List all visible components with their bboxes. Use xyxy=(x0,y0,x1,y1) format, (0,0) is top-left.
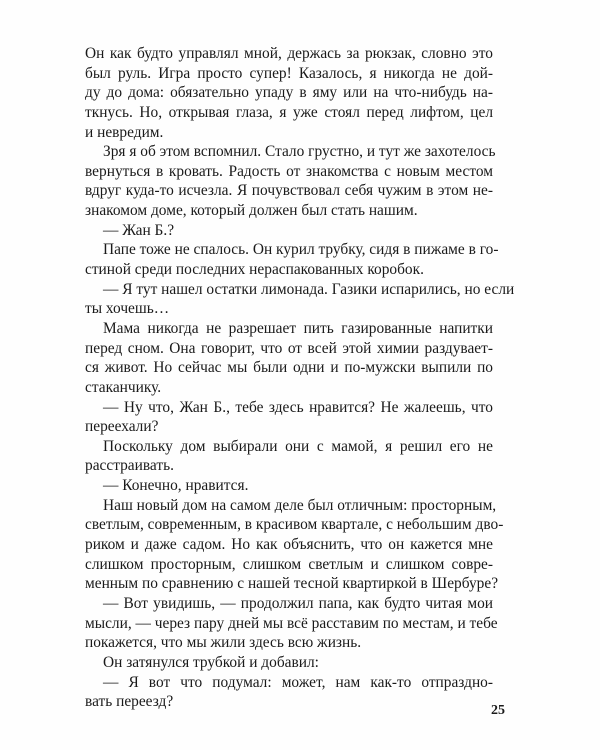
text-line: переехали? xyxy=(85,418,159,436)
text-line: был руль. Игра просто супер! Казалось, я никогда не дой- xyxy=(85,64,493,82)
text-line: — Вот увидишь, — продолжил папа, как будто читая мои xyxy=(103,594,493,612)
text-line: стаканчику. xyxy=(85,378,162,396)
text-line: знакомом доме, который должен был стать нашим. xyxy=(85,202,418,220)
text-line: — Конечно, нравится. xyxy=(103,477,249,495)
text-line: ся живот. Но сейчас мы были одни и по-мужски выпили по xyxy=(85,359,493,377)
text-line: менным по сравнению с нашей тесной квартиркой в Шербуре? xyxy=(85,575,499,593)
text-line: Папе тоже не спалось. Он курил трубку, сидя в пижаме в го- xyxy=(103,241,499,259)
text-line: вать переезд? xyxy=(85,693,174,711)
text-line: Мама никогда не разрешает пить газированные напитки xyxy=(103,319,493,337)
text-line: — Я тут нашел остатки лимонада. Газики испарились, но если xyxy=(103,280,515,298)
text-line: Зря я об этом вспомнил. Стало грустно, и тут же захотелось xyxy=(103,143,496,161)
text-line: вернуться в кровать. Радость от знакомства с новым местом xyxy=(85,162,493,180)
text-line: ткнусь. Но, открывая глаза, я уже стоял перед лифтом, цел xyxy=(85,103,493,121)
text-line: покажется, что мы жили здесь всю жизнь. xyxy=(85,634,362,652)
text-line: Наш новый дом на самом деле был отличным: просторным, xyxy=(103,496,497,514)
text-line: ты хочешь… xyxy=(85,300,170,318)
text-line: вдруг куда-то исчезла. Я почувствовал себя чужим в этом не- xyxy=(85,182,493,200)
text-line: — Ну что, Жан Б., тебе здесь нравится? Не жалеешь, что xyxy=(103,398,493,416)
text-line: ду до дома: обязательно упаду в яму или на что-нибудь на- xyxy=(85,84,493,102)
text-line: стиной среди последних нераспакованных коробок. xyxy=(85,261,424,279)
text-line: Поскольку дом выбирали они с мамой, я решил его не xyxy=(103,437,493,455)
text-line: Он затянулся трубкой и добавил: xyxy=(103,653,319,671)
text-line: расстраивать. xyxy=(85,457,174,475)
text-line: — Я вот что подумал: может, нам как-то отпраздно- xyxy=(103,673,493,691)
text-line: и невредим. xyxy=(85,123,164,141)
text-line: — Жан Б.? xyxy=(103,221,175,239)
text-line: слишком просторным, слишком светлым и слишком совре- xyxy=(85,555,493,573)
text-line: риком и даже садом. Но как объяснить, что он кажется мне xyxy=(85,536,493,554)
text-line: Он как будто управлял мной, держась за рюкзак, словно это xyxy=(85,45,493,62)
page-number: 25 xyxy=(491,703,505,718)
text-line: перед сном. Она говорит, что от всей этой химии раздувает- xyxy=(85,339,493,357)
text-line: мысли, — через пару дней мы всё расставим по местам, и тебе xyxy=(85,614,498,632)
text-line: светлым, современным, в красивом квартале, с небольшим дво- xyxy=(85,516,504,534)
